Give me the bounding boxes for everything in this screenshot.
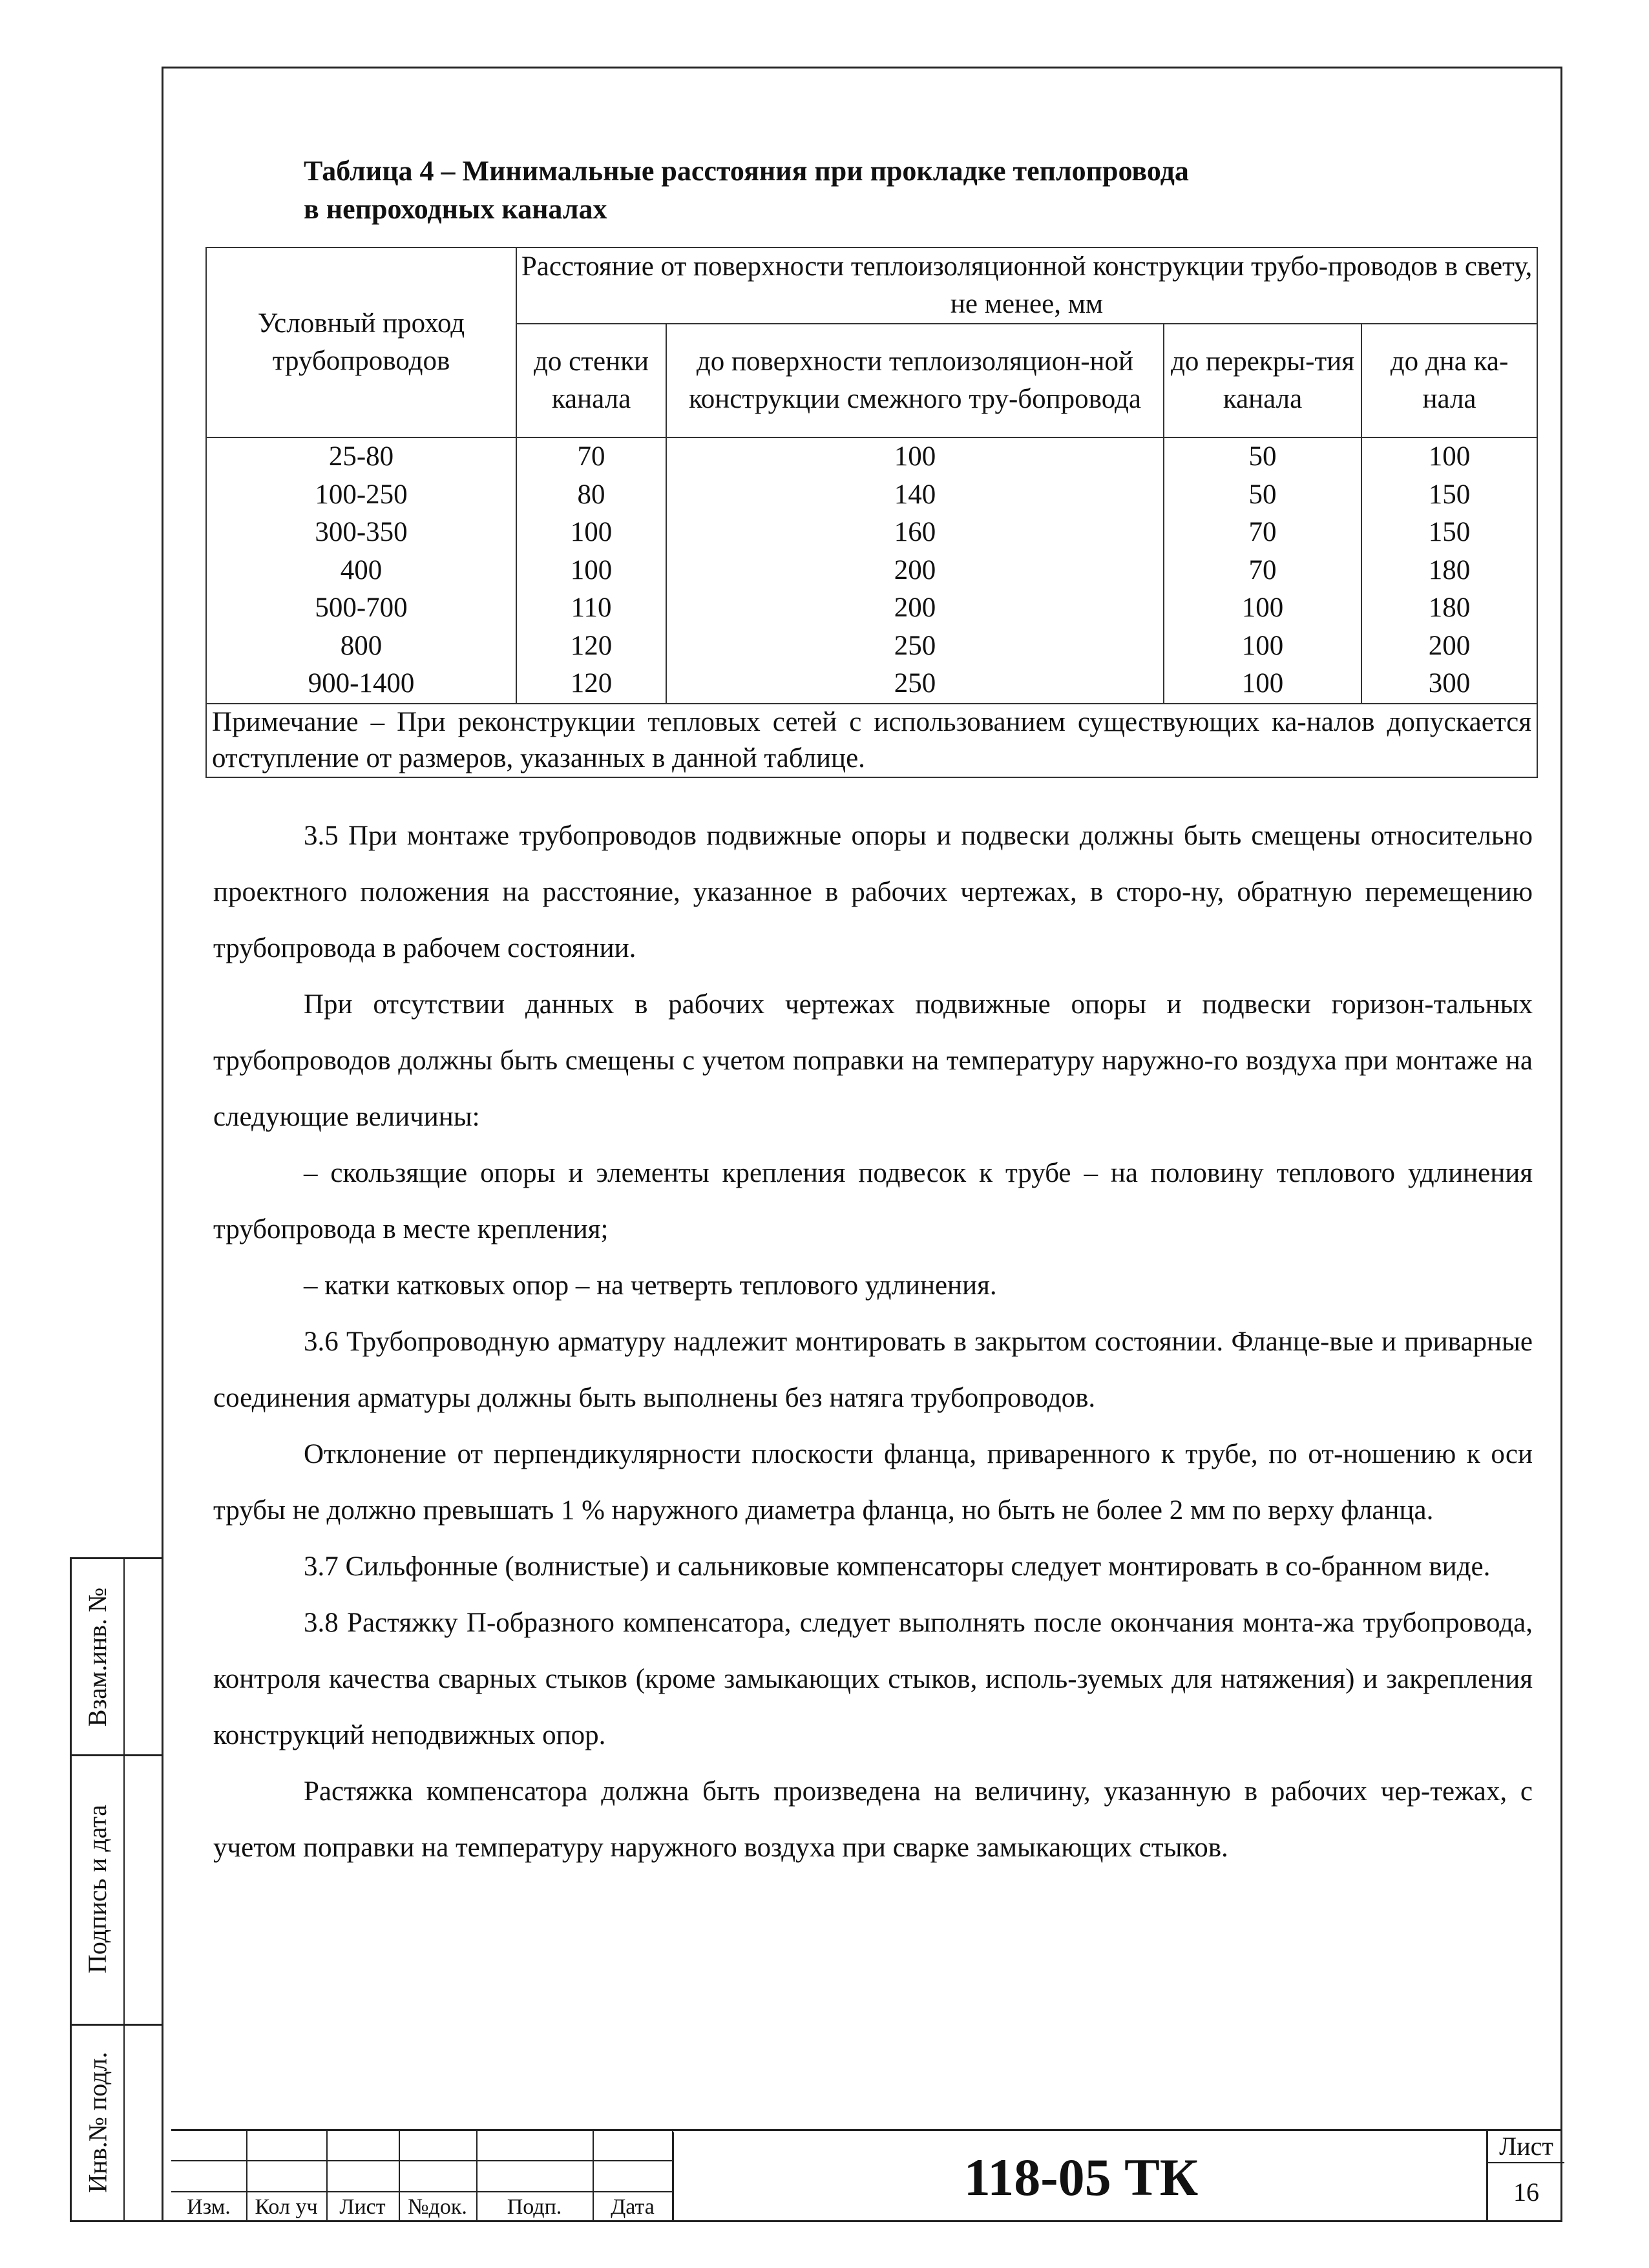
cell: 250: [666, 627, 1164, 666]
cell: 70: [1164, 552, 1361, 590]
cell: 80: [516, 476, 666, 514]
sheet-box: [1486, 2131, 1564, 2222]
paragraph: 3.5 При монтаже трубопроводов подвижные опоры и подвески должны быть смещены относительно проектного положения на расстояние, указанное в рабочих чертежах, в сторо-ну, обратную перемещению трубопровода в рабочем состоянии.: [213, 821, 1533, 963]
paragraph: 3.8 Растяжку П-образного компенсатора, следует выполнять после окончания монта-жа трубопровода, контроля качества сварных стыков (кроме замыкающих стыков, исполь-зуемых для натяжения) и закрепления конструкций неподвижных опор.: [213, 1608, 1533, 1750]
table-title: [304, 152, 1189, 228]
cell: 50: [1164, 476, 1361, 514]
header-to-wall: до стенки канала: [516, 324, 666, 437]
col-list: Лист: [339, 2195, 386, 2219]
side-box-signature-date: [70, 1754, 162, 2026]
cell: 300-350: [206, 514, 516, 552]
cell: 160: [666, 514, 1164, 552]
cell: 120: [516, 665, 666, 704]
paragraph: При отсутствии данных в рабочих чертежах подвижные опоры и подвески горизон-тальных трубопроводов должны быть смещены с учетом поправки на температуру наружно-го воздуха при монтаже на следующие величины:: [213, 989, 1533, 1132]
cell: 140: [666, 476, 1164, 514]
table-row: [206, 589, 1537, 627]
cell: 120: [516, 627, 666, 666]
table-row: [206, 552, 1537, 590]
cell: 100: [1361, 437, 1537, 476]
cell: 50: [1164, 437, 1361, 476]
table-row: [206, 514, 1537, 552]
sheet-number: 16: [1513, 2178, 1539, 2207]
cell: 500-700: [206, 589, 516, 627]
table-row: [206, 437, 1537, 476]
cell: 150: [1361, 476, 1537, 514]
paragraph: Отклонение от перпендикулярности плоскости фланца, приваренного к трубе, по от-ношению к оси трубы не должно превышать 1 % наружного диаметра фланца, но быть не более 2 мм по верху фланца.: [213, 1439, 1533, 1526]
cell: 100: [666, 437, 1164, 476]
cell: 180: [1361, 552, 1537, 590]
cell: 70: [516, 437, 666, 476]
paragraph: – скользящие опоры и элементы крепления подвесок к трубе – на половину теплового удлинения трубопровода в месте крепления;: [213, 1158, 1533, 1244]
document-code: 118-05 ТК: [672, 2132, 1488, 2222]
cell: 100: [1164, 665, 1361, 704]
cell: 250: [666, 665, 1164, 704]
col-kol-uch: Кол уч: [255, 2195, 318, 2219]
cell: 150: [1361, 514, 1537, 552]
cell: 25-80: [206, 437, 516, 476]
paragraph: – катки катковых опор – на четверть теплового удлинения.: [304, 1270, 997, 1301]
cell: 70: [1164, 514, 1361, 552]
side-label: Взам.инв. №: [83, 1587, 112, 1727]
col-data: Дата: [611, 2195, 655, 2219]
cell: 200: [1361, 627, 1537, 666]
cell: 110: [516, 589, 666, 627]
header-to-ceiling: до перекры-тия канала: [1164, 324, 1361, 437]
cell: 100: [516, 552, 666, 590]
header-to-adjacent-pipe: до поверхности теплоизоляцион-ной конструкции смежного тру-бопровода: [666, 324, 1164, 437]
cell: 800: [206, 627, 516, 666]
cell: 100: [1164, 627, 1361, 666]
paragraph: 3.6 Трубопроводную арматуру надлежит монтировать в закрытом состоянии. Фланце-вые и приварные соединения арматуры должны быть выполнены без натяга трубопроводов.: [213, 1327, 1533, 1413]
cell: 400: [206, 552, 516, 590]
header-nominal-pass: Условный проход трубопроводов: [206, 247, 516, 437]
revision-grid: [171, 2129, 673, 2222]
table-title-line: в непроходных каналах: [304, 193, 607, 225]
body-text: [213, 808, 1533, 1876]
cell: 180: [1361, 589, 1537, 627]
cell: 100: [1164, 589, 1361, 627]
paragraph: 3.7 Сильфонные (волнистые) и сальниковые компенсаторы следует монтировать в со-бранном виде.: [304, 1551, 1491, 1582]
cell: 100-250: [206, 476, 516, 514]
side-box-replace-inv: [70, 1557, 162, 1756]
header-distance-group: Расстояние от поверхности теплоизоляционной конструкции трубо-проводов в свету, не менее, мм: [516, 247, 1537, 324]
sheet-label: Лист: [1488, 2131, 1564, 2163]
col-podp: Подп.: [507, 2195, 562, 2219]
cell: 200: [666, 589, 1164, 627]
table-row: [206, 665, 1537, 704]
table-row: [206, 476, 1537, 514]
distances-table: [205, 247, 1538, 778]
table-row: [206, 627, 1537, 666]
paragraph: Растяжка компенсатора должна быть произведена на величину, указанную в рабочих чер-тежах, с учетом поправки на температуру наружного воздуха при сварке замыкающих стыков.: [213, 1776, 1533, 1863]
col-izm: Изм.: [187, 2195, 231, 2219]
cell: 200: [666, 552, 1164, 590]
cell: 100: [516, 514, 666, 552]
side-label: Подпись и дата: [83, 1804, 112, 1974]
cell: 300: [1361, 665, 1537, 704]
col-ndok: №док.: [408, 2195, 467, 2219]
side-label: Инв.№ подл.: [83, 2052, 112, 2192]
header-to-bottom: до дна ка-нала: [1361, 324, 1537, 437]
table-title-line: Таблица 4 – Минимальные расстояния при прокладке теплопровода: [304, 155, 1189, 187]
table-note: Примечание – При реконструкции тепловых сетей с использованием существующих ка-налов допускается отступление от размеров, указанных в данной таблице.: [206, 704, 1537, 777]
side-box-orig-inv: [70, 2024, 162, 2222]
cell: 900-1400: [206, 665, 516, 704]
